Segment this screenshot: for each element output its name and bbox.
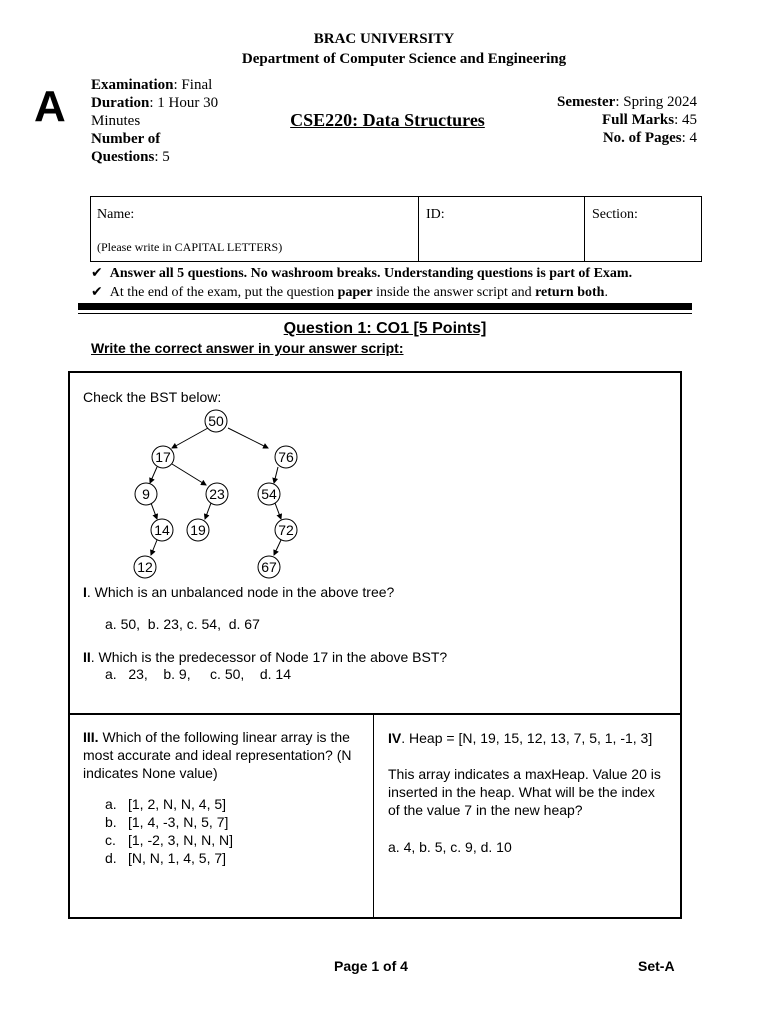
instructions <box>91 264 711 302</box>
section-cell[interactable] <box>585 197 701 261</box>
edge-50-17 <box>172 428 208 448</box>
edge-50-76 <box>228 428 268 448</box>
instruction-line-2e: . <box>604 285 608 300</box>
course-title: CSE220: Data Structures <box>290 110 485 130</box>
duration-label: Duration <box>91 95 150 111</box>
part-4-heap <box>388 729 652 747</box>
full-marks-value: : 45 <box>674 112 697 128</box>
box-horizontal-divider <box>70 713 680 715</box>
part-4-text-1: This array indicates a maxHeap. Value 20 is <box>388 766 661 782</box>
node-67-label: 67 <box>261 559 277 575</box>
edge-54-72 <box>275 503 281 519</box>
part-4-options: a. 4, b. 5, c. 9, d. 10 <box>388 839 512 855</box>
node-76-label: 76 <box>278 449 294 465</box>
set-letter: A <box>34 82 66 131</box>
part-3-option-b: b. [1, 4, -3, N, 5, 7] <box>105 814 229 830</box>
bst-diagram <box>120 404 320 580</box>
node-19-label: 19 <box>190 522 206 538</box>
part-4-question <box>388 765 673 819</box>
part-1-number: I <box>83 584 87 600</box>
part-1-question <box>83 583 394 601</box>
node-50-label: 50 <box>208 413 224 429</box>
name-label: Name: <box>97 207 135 222</box>
part-2-number: II <box>83 649 91 665</box>
part-3-question <box>83 728 368 782</box>
examination-label: Examination <box>91 77 174 93</box>
part-3-number: III. <box>83 729 99 745</box>
edge-72-67 <box>274 540 281 555</box>
university-name: BRAC UNIVERSITY <box>313 31 455 47</box>
part-3-option-c: c. [1, -2, 3, N, N, N] <box>105 832 234 848</box>
duration-value: : 1 Hour 30 <box>149 95 219 111</box>
node-14-label: 14 <box>154 522 170 538</box>
student-info-table <box>90 196 702 262</box>
semester-value: : Spring 2024 <box>615 94 697 110</box>
part-4-text-2: inserted in the heap. What will be the index <box>388 784 655 800</box>
exam-meta-left <box>91 76 261 166</box>
question-1-subtitle: Write the correct answer in your answer script: <box>91 340 404 356</box>
part-1-text: . Which is an unbalanced node in the above tree? <box>86 584 395 600</box>
id-label: ID: <box>426 207 445 222</box>
part-4-heap-text: . Heap = [N, 19, 15, 12, 13, 7, 5, 1, -1, 3] <box>401 730 653 746</box>
id-cell[interactable] <box>419 197 585 261</box>
edge-23-19 <box>205 503 211 519</box>
page-number: Page 1 of 4 <box>334 958 408 974</box>
instruction-line-1: Answer all 5 questions. No washroom breaks. Understanding questions is part of Exam. <box>109 266 633 281</box>
question-1-title: Question 1: CO1 [5 Points] <box>283 320 487 337</box>
part-4-number: IV <box>388 730 402 746</box>
num-questions-label-2: Questions <box>91 149 155 165</box>
edge-76-54 <box>274 467 278 483</box>
instruction-line-2c: inside the answer script and <box>372 285 536 300</box>
check-icon: ✔ <box>91 265 103 281</box>
part-3-option-d: d. [N, N, 1, 4, 5, 7] <box>105 850 227 866</box>
set-label: Set-A <box>638 958 675 974</box>
box-vertical-divider <box>373 714 374 917</box>
full-marks-label: Full Marks <box>601 112 675 128</box>
node-72-label: 72 <box>278 522 294 538</box>
department-name: Department of Computer Science and Engineering <box>241 51 567 67</box>
semester-label: Semester <box>557 94 616 110</box>
divider-thin <box>78 313 692 314</box>
edge-17-23 <box>172 464 206 485</box>
pages-label: No. of Pages <box>602 130 682 146</box>
exam-meta-right <box>447 93 697 147</box>
instruction-line-2a: At the end of the exam, put the question <box>109 285 338 300</box>
examination-value: : Final <box>173 77 213 93</box>
edge-17-9 <box>150 467 157 483</box>
instruction-line-2d: return both <box>535 285 605 300</box>
part-2-question <box>83 648 447 666</box>
part-3-option-a: a. [1, 2, N, N, 4, 5] <box>105 796 227 812</box>
node-17-label: 17 <box>155 449 171 465</box>
pages-value: : 4 <box>681 130 697 146</box>
instruction-line-2b: paper <box>337 285 373 300</box>
part-4-text-3: of the value 7 in the new heap? <box>388 802 583 818</box>
bst-intro: Check the BST below: <box>83 389 222 405</box>
node-12-label: 12 <box>137 559 153 575</box>
name-cell[interactable] <box>91 197 419 261</box>
name-hint: (Please write in CAPITAL LETTERS) <box>97 240 283 254</box>
part-2-options: a. 23, b. 9, c. 50, d. 14 <box>105 666 291 682</box>
section-label: Section: <box>592 207 638 222</box>
num-questions-value: : 5 <box>154 149 170 165</box>
part-3-text-3: indicates None value) <box>83 765 218 781</box>
num-questions-label-1: Number of <box>91 131 161 147</box>
node-54-label: 54 <box>261 486 277 502</box>
part-3-text-1: Which of the following linear array is the <box>98 729 350 745</box>
part-3-options <box>105 795 233 867</box>
node-23-label: 23 <box>209 486 225 502</box>
duration-cont: Minutes <box>91 113 141 129</box>
part-2-text: . Which is the predecessor of Node 17 in the above BST? <box>90 649 448 665</box>
part-3-text-2: most accurate and ideal representation? (N <box>83 747 352 763</box>
check-icon: ✔ <box>91 284 103 300</box>
node-9-label: 9 <box>142 486 150 502</box>
divider-thick <box>78 303 692 310</box>
edge-14-12 <box>151 540 157 555</box>
edge-9-14 <box>151 503 157 519</box>
part-1-options: a. 50, b. 23, c. 54, d. 67 <box>105 616 260 632</box>
